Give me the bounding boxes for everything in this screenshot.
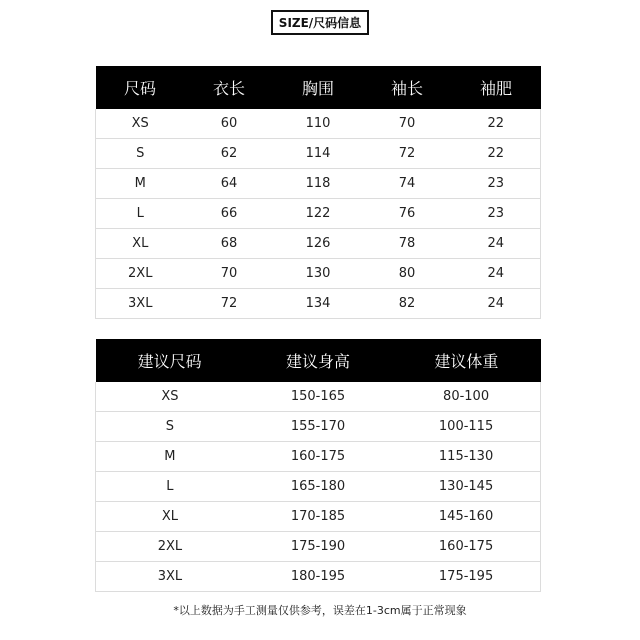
table-cell: 126 — [274, 229, 363, 259]
header-chest: 胸围 — [274, 66, 363, 109]
table-cell: 175-190 — [244, 532, 392, 562]
table-cell: 23 — [452, 199, 541, 229]
table-cell: 22 — [452, 109, 541, 139]
header-size: 尺码 — [96, 66, 185, 109]
table-cell: 130-145 — [392, 472, 540, 502]
table-cell: 78 — [363, 229, 452, 259]
table-cell: 64 — [185, 169, 274, 199]
table-cell: 170-185 — [244, 502, 392, 532]
table-row — [96, 169, 541, 199]
table-row — [96, 382, 541, 412]
size-table — [95, 66, 541, 319]
table-cell: 22 — [452, 139, 541, 169]
table-cell: 72 — [363, 139, 452, 169]
table-row — [96, 289, 541, 319]
recommend-table-header-row — [96, 339, 541, 382]
table-row — [96, 109, 541, 139]
table-cell: 3XL — [96, 562, 244, 592]
table-row — [96, 562, 541, 592]
table-cell: 68 — [185, 229, 274, 259]
table-cell: S — [96, 412, 244, 442]
table-cell: XL — [96, 229, 185, 259]
table-cell: 24 — [452, 289, 541, 319]
header-sleeve-length: 袖长 — [363, 66, 452, 109]
page-title: SIZE/尺码信息 — [271, 10, 369, 35]
table-row — [96, 532, 541, 562]
table-row — [96, 442, 541, 472]
table-cell: 72 — [185, 289, 274, 319]
table-cell: 145-160 — [392, 502, 540, 532]
table-cell: 165-180 — [244, 472, 392, 502]
table-cell: 134 — [274, 289, 363, 319]
table-cell: 24 — [452, 259, 541, 289]
table-row — [96, 199, 541, 229]
table-cell: 62 — [185, 139, 274, 169]
table-cell: 114 — [274, 139, 363, 169]
table-cell: 110 — [274, 109, 363, 139]
table-cell: 80 — [363, 259, 452, 289]
recommend-table — [95, 339, 541, 592]
table-cell: 70 — [185, 259, 274, 289]
table-cell: 118 — [274, 169, 363, 199]
table-cell: XS — [96, 382, 244, 412]
table-cell: 74 — [363, 169, 452, 199]
header-recommended-weight: 建议体重 — [392, 339, 540, 382]
table-cell: 130 — [274, 259, 363, 289]
table-cell: 82 — [363, 289, 452, 319]
measurement-note: *以上数据为手工测量仅供参考，误差在1-3cm属于正常现象 — [173, 604, 467, 617]
table-cell: 2XL — [96, 259, 185, 289]
header-recommended-size: 建议尺码 — [96, 339, 244, 382]
table-cell: 180-195 — [244, 562, 392, 592]
table-cell: 150-165 — [244, 382, 392, 412]
table-cell: 100-115 — [392, 412, 540, 442]
table-cell: 122 — [274, 199, 363, 229]
header-length: 衣长 — [185, 66, 274, 109]
table-cell: L — [96, 472, 244, 502]
table-cell: 3XL — [96, 289, 185, 319]
table-cell: 60 — [185, 109, 274, 139]
table-cell: 70 — [363, 109, 452, 139]
table-row — [96, 472, 541, 502]
table-cell: 175-195 — [392, 562, 540, 592]
table-cell: 66 — [185, 199, 274, 229]
size-table-header-row — [96, 66, 541, 109]
table-cell: 24 — [452, 229, 541, 259]
table-cell: M — [96, 442, 244, 472]
table-cell: 76 — [363, 199, 452, 229]
table-cell: 2XL — [96, 532, 244, 562]
table-cell: 160-175 — [392, 532, 540, 562]
table-cell: 115-130 — [392, 442, 540, 472]
table-cell: S — [96, 139, 185, 169]
table-cell: 23 — [452, 169, 541, 199]
table-cell: XS — [96, 109, 185, 139]
table-row — [96, 502, 541, 532]
header-sleeve-width: 袖肥 — [452, 66, 541, 109]
table-cell: 155-170 — [244, 412, 392, 442]
table-row — [96, 259, 541, 289]
table-cell: XL — [96, 502, 244, 532]
table-cell: L — [96, 199, 185, 229]
table-row — [96, 139, 541, 169]
table-row — [96, 412, 541, 442]
table-row — [96, 229, 541, 259]
table-cell: 80-100 — [392, 382, 540, 412]
header-recommended-height: 建议身高 — [244, 339, 392, 382]
table-cell: 160-175 — [244, 442, 392, 472]
table-cell: M — [96, 169, 185, 199]
